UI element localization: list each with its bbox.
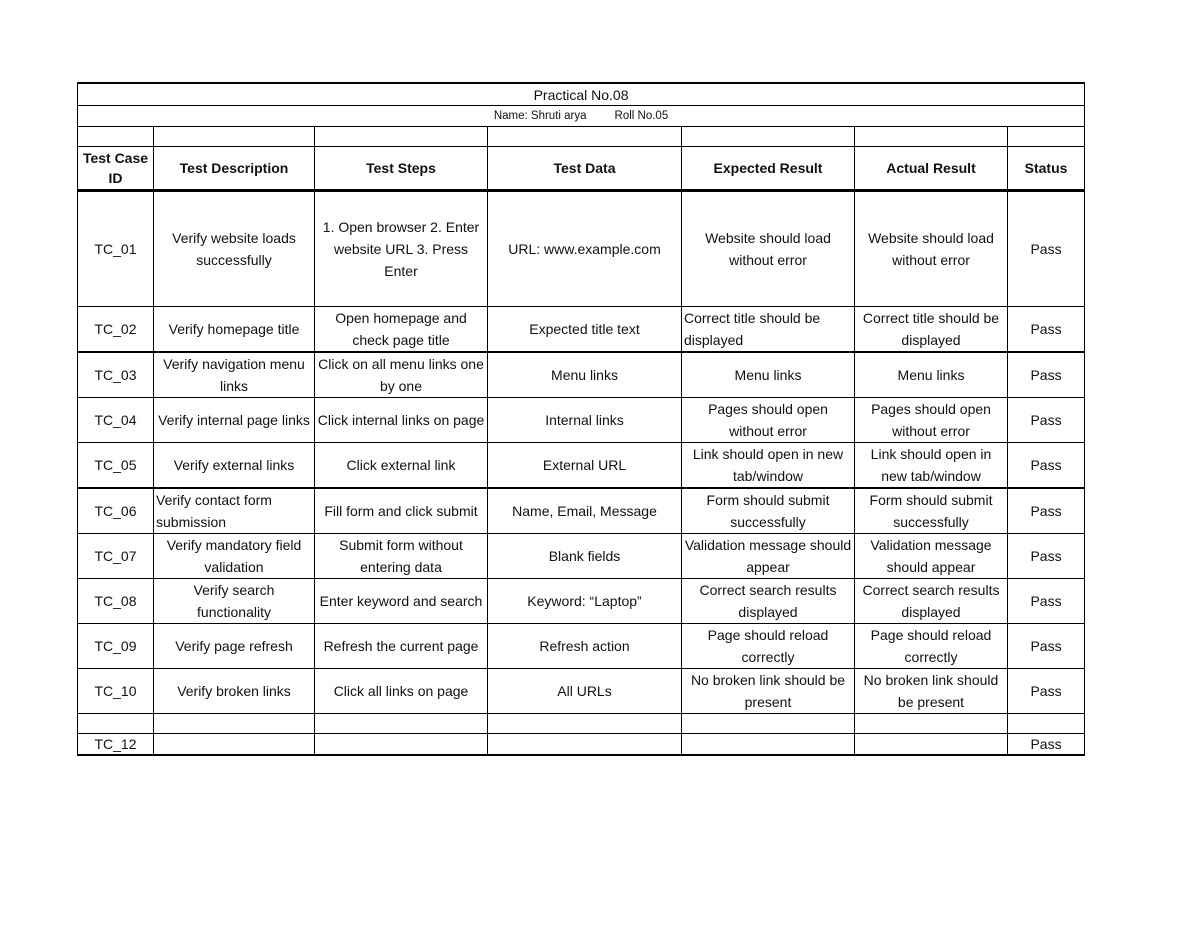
cell-status: Pass <box>1008 191 1085 307</box>
cell-actual: Validation message should appear <box>855 534 1008 579</box>
col-header-data: Test Data <box>488 147 682 191</box>
cell-id: TC_12 <box>78 734 154 756</box>
table-row <box>78 488 1085 534</box>
cell-status: Pass <box>1008 669 1085 714</box>
cell-actual: Form should submit successfully <box>855 488 1008 534</box>
table-row <box>78 191 1085 307</box>
cell-actual: Website should load without error <box>855 191 1008 307</box>
col-header-expected: Expected Result <box>682 147 855 191</box>
table-row <box>78 534 1085 579</box>
table-row <box>78 352 1085 398</box>
cell-status: Pass <box>1008 734 1085 756</box>
cell-id: TC_04 <box>78 398 154 443</box>
cell-data: External URL <box>488 443 682 489</box>
col-header-id: Test Case ID <box>78 147 154 191</box>
cell-description: Verify page refresh <box>154 624 315 669</box>
cell-expected: Correct title should be displayed <box>682 307 855 353</box>
cell-status: Pass <box>1008 579 1085 624</box>
cell-actual: Correct search results displayed <box>855 579 1008 624</box>
cell-expected: Validation message should appear <box>682 534 855 579</box>
cell-expected: Link should open in new tab/window <box>682 443 855 489</box>
cell-description: Verify external links <box>154 443 315 489</box>
cell-id: TC_09 <box>78 624 154 669</box>
col-header-status: Status <box>1008 147 1085 191</box>
cell-id: TC_01 <box>78 191 154 307</box>
cell-steps: Click external link <box>315 443 488 489</box>
title-row <box>78 83 1085 106</box>
cell-id: TC_03 <box>78 352 154 398</box>
cell-expected: Pages should open without error <box>682 398 855 443</box>
cell-id: TC_07 <box>78 534 154 579</box>
cell-status: Pass <box>1008 624 1085 669</box>
cell-steps: Open homepage and check page title <box>315 307 488 353</box>
cell-description: Verify internal page links <box>154 398 315 443</box>
cell-expected: Correct search results displayed <box>682 579 855 624</box>
sheet-title: Practical No.08 <box>78 83 1085 106</box>
student-info <box>78 106 1085 127</box>
cell-expected: Menu links <box>682 352 855 398</box>
cell-steps: Click all links on page <box>315 669 488 714</box>
cell-description: Verify mandatory field validation <box>154 534 315 579</box>
cell-steps: Click on all menu links one by one <box>315 352 488 398</box>
cell-status: Pass <box>1008 307 1085 353</box>
test-case-sheet <box>77 82 1084 756</box>
cell-actual: Page should reload correctly <box>855 624 1008 669</box>
cell-actual: Link should open in new tab/window <box>855 443 1008 489</box>
cell-steps: Refresh the current page <box>315 624 488 669</box>
cell-description: Verify broken links <box>154 669 315 714</box>
cell-id: TC_10 <box>78 669 154 714</box>
cell-status: Pass <box>1008 488 1085 534</box>
cell-data: Menu links <box>488 352 682 398</box>
cell-status: Pass <box>1008 443 1085 489</box>
header-row <box>78 147 1085 191</box>
cell-steps: Fill form and click submit <box>315 488 488 534</box>
col-header-actual: Actual Result <box>855 147 1008 191</box>
col-header-steps: Test Steps <box>315 147 488 191</box>
cell-expected: Page should reload correctly <box>682 624 855 669</box>
cell-steps: Enter keyword and search <box>315 579 488 624</box>
cell-data: All URLs <box>488 669 682 714</box>
cell-data: URL: www.example.com <box>488 191 682 307</box>
test-case-table <box>77 82 1085 756</box>
cell-expected: No broken link should be present <box>682 669 855 714</box>
cell-data: Refresh action <box>488 624 682 669</box>
cell-actual: Menu links <box>855 352 1008 398</box>
cell-description: Verify homepage title <box>154 307 315 353</box>
cell-description: Verify website loads successfully <box>154 191 315 307</box>
cell-description: Verify navigation menu links <box>154 352 315 398</box>
cell-data: Keyword: “Laptop” <box>488 579 682 624</box>
cell-expected: Form should submit successfully <box>682 488 855 534</box>
cell-status: Pass <box>1008 398 1085 443</box>
cell-steps: Submit form without entering data <box>315 534 488 579</box>
table-row <box>78 624 1085 669</box>
cell-actual: Correct title should be displayed <box>855 307 1008 353</box>
cell-id: TC_06 <box>78 488 154 534</box>
table-row-empty <box>78 714 1085 734</box>
cell-data: Expected title text <box>488 307 682 353</box>
cell-steps: Click internal links on page <box>315 398 488 443</box>
cell-description: Verify search functionality <box>154 579 315 624</box>
table-row <box>78 307 1085 353</box>
cell-steps: 1. Open browser 2. Enter website URL 3. Press Enter <box>315 191 488 307</box>
cell-id: TC_05 <box>78 443 154 489</box>
cell-data: Blank fields <box>488 534 682 579</box>
student-name: Name: Shruti arya <box>493 110 587 122</box>
table-row <box>78 398 1085 443</box>
name-row <box>78 106 1085 127</box>
cell-status: Pass <box>1008 352 1085 398</box>
cell-data: Internal links <box>488 398 682 443</box>
table-row <box>78 579 1085 624</box>
cell-actual: Pages should open without error <box>855 398 1008 443</box>
cell-actual: No broken link should be present <box>855 669 1008 714</box>
cell-id: TC_02 <box>78 307 154 353</box>
cell-description: Verify contact form submission <box>154 488 315 534</box>
table-row <box>78 443 1085 489</box>
table-row <box>78 669 1085 714</box>
cell-expected: Website should load without error <box>682 191 855 307</box>
cell-id: TC_08 <box>78 579 154 624</box>
table-row <box>78 734 1085 756</box>
cell-data: Name, Email, Message <box>488 488 682 534</box>
cell-status: Pass <box>1008 534 1085 579</box>
col-header-description: Test Description <box>154 147 315 191</box>
roll-number: Roll No.05 <box>614 110 669 122</box>
blank-row <box>78 127 1085 147</box>
